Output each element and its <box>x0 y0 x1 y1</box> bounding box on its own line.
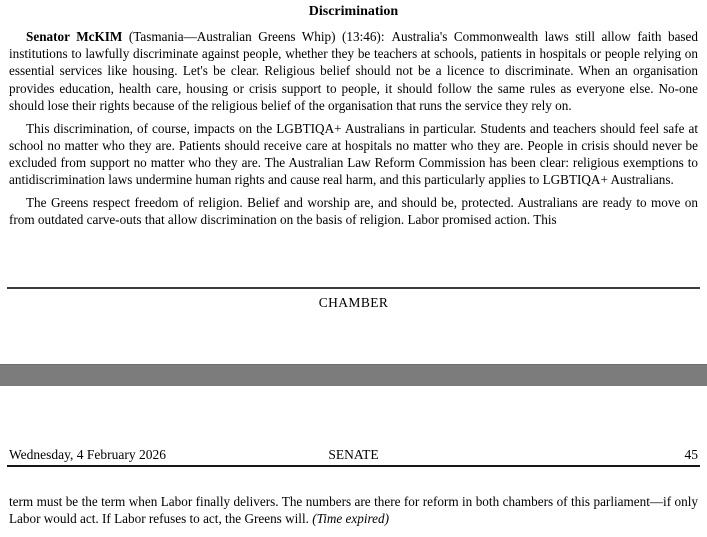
page-footer-rule <box>7 287 700 289</box>
page-1-content <box>9 4 698 228</box>
continuation-paragraph <box>9 493 698 527</box>
page-break-separator <box>0 364 707 386</box>
speech-paragraph-3: The Greens respect freedom of religion. Belief and worship are, and should be, protected. Australians are ready to move on from outdated carve-outs that allow discrimination on the basis of religion. Labor promised action. This <box>9 194 698 228</box>
speaker-name: Senator McKIM <box>26 29 123 44</box>
header-page-number: 45 <box>684 447 698 462</box>
header-date: Wednesday, 4 February 2026 <box>9 447 166 462</box>
header-rule <box>7 465 700 467</box>
page-footer-label: CHAMBER <box>318 295 389 310</box>
speech-paragraph-1 <box>9 28 698 114</box>
speaker-detail: (Tasmania—Australian Greens Whip) <box>122 29 342 44</box>
time-expired-note: (Time expired) <box>312 511 389 527</box>
header-chamber: SENATE <box>328 447 379 462</box>
speech-text-1: Australia's Commonwealth laws still allow faith based institutions to lawfully discriminate against people, whether they be teachers at schools, patients in hospitals or people relying on essential services like housing. Let's be clear. Religious belief should not be a licence to discriminate. When an organisation provides education, health care, housing or crisis support to people, it should follow the same rules as everyone else. No-one should lose their rights because of the religious belief of the organisation that runs the service they rely on. <box>9 29 699 113</box>
debate-title: Discrimination <box>308 4 399 19</box>
page-2-header <box>9 447 698 463</box>
continuation-text: term must be the term when Labor finally delivers. The numbers are there for reform in both chambers of this parliament—if only Labor would act. If Labor refuses to act, the Greens will. <box>9 494 698 527</box>
speech-time: (13:46): <box>342 29 385 44</box>
speech-paragraph-2: This discrimination, of course, impacts on the LGBTIQA+ Australians in particular. Students and teachers should feel safe at school no matter who they are. Patients should receive care at hospitals no matter who they are. People in crisis should never be excluded from support no matter who they are. The Australian Law Reform Commission has been clear: religious exemptions to antidiscrimination laws undermine human rights and cause real harm, and this particularly applies to LGBTIQA+ Australians. <box>9 120 698 188</box>
